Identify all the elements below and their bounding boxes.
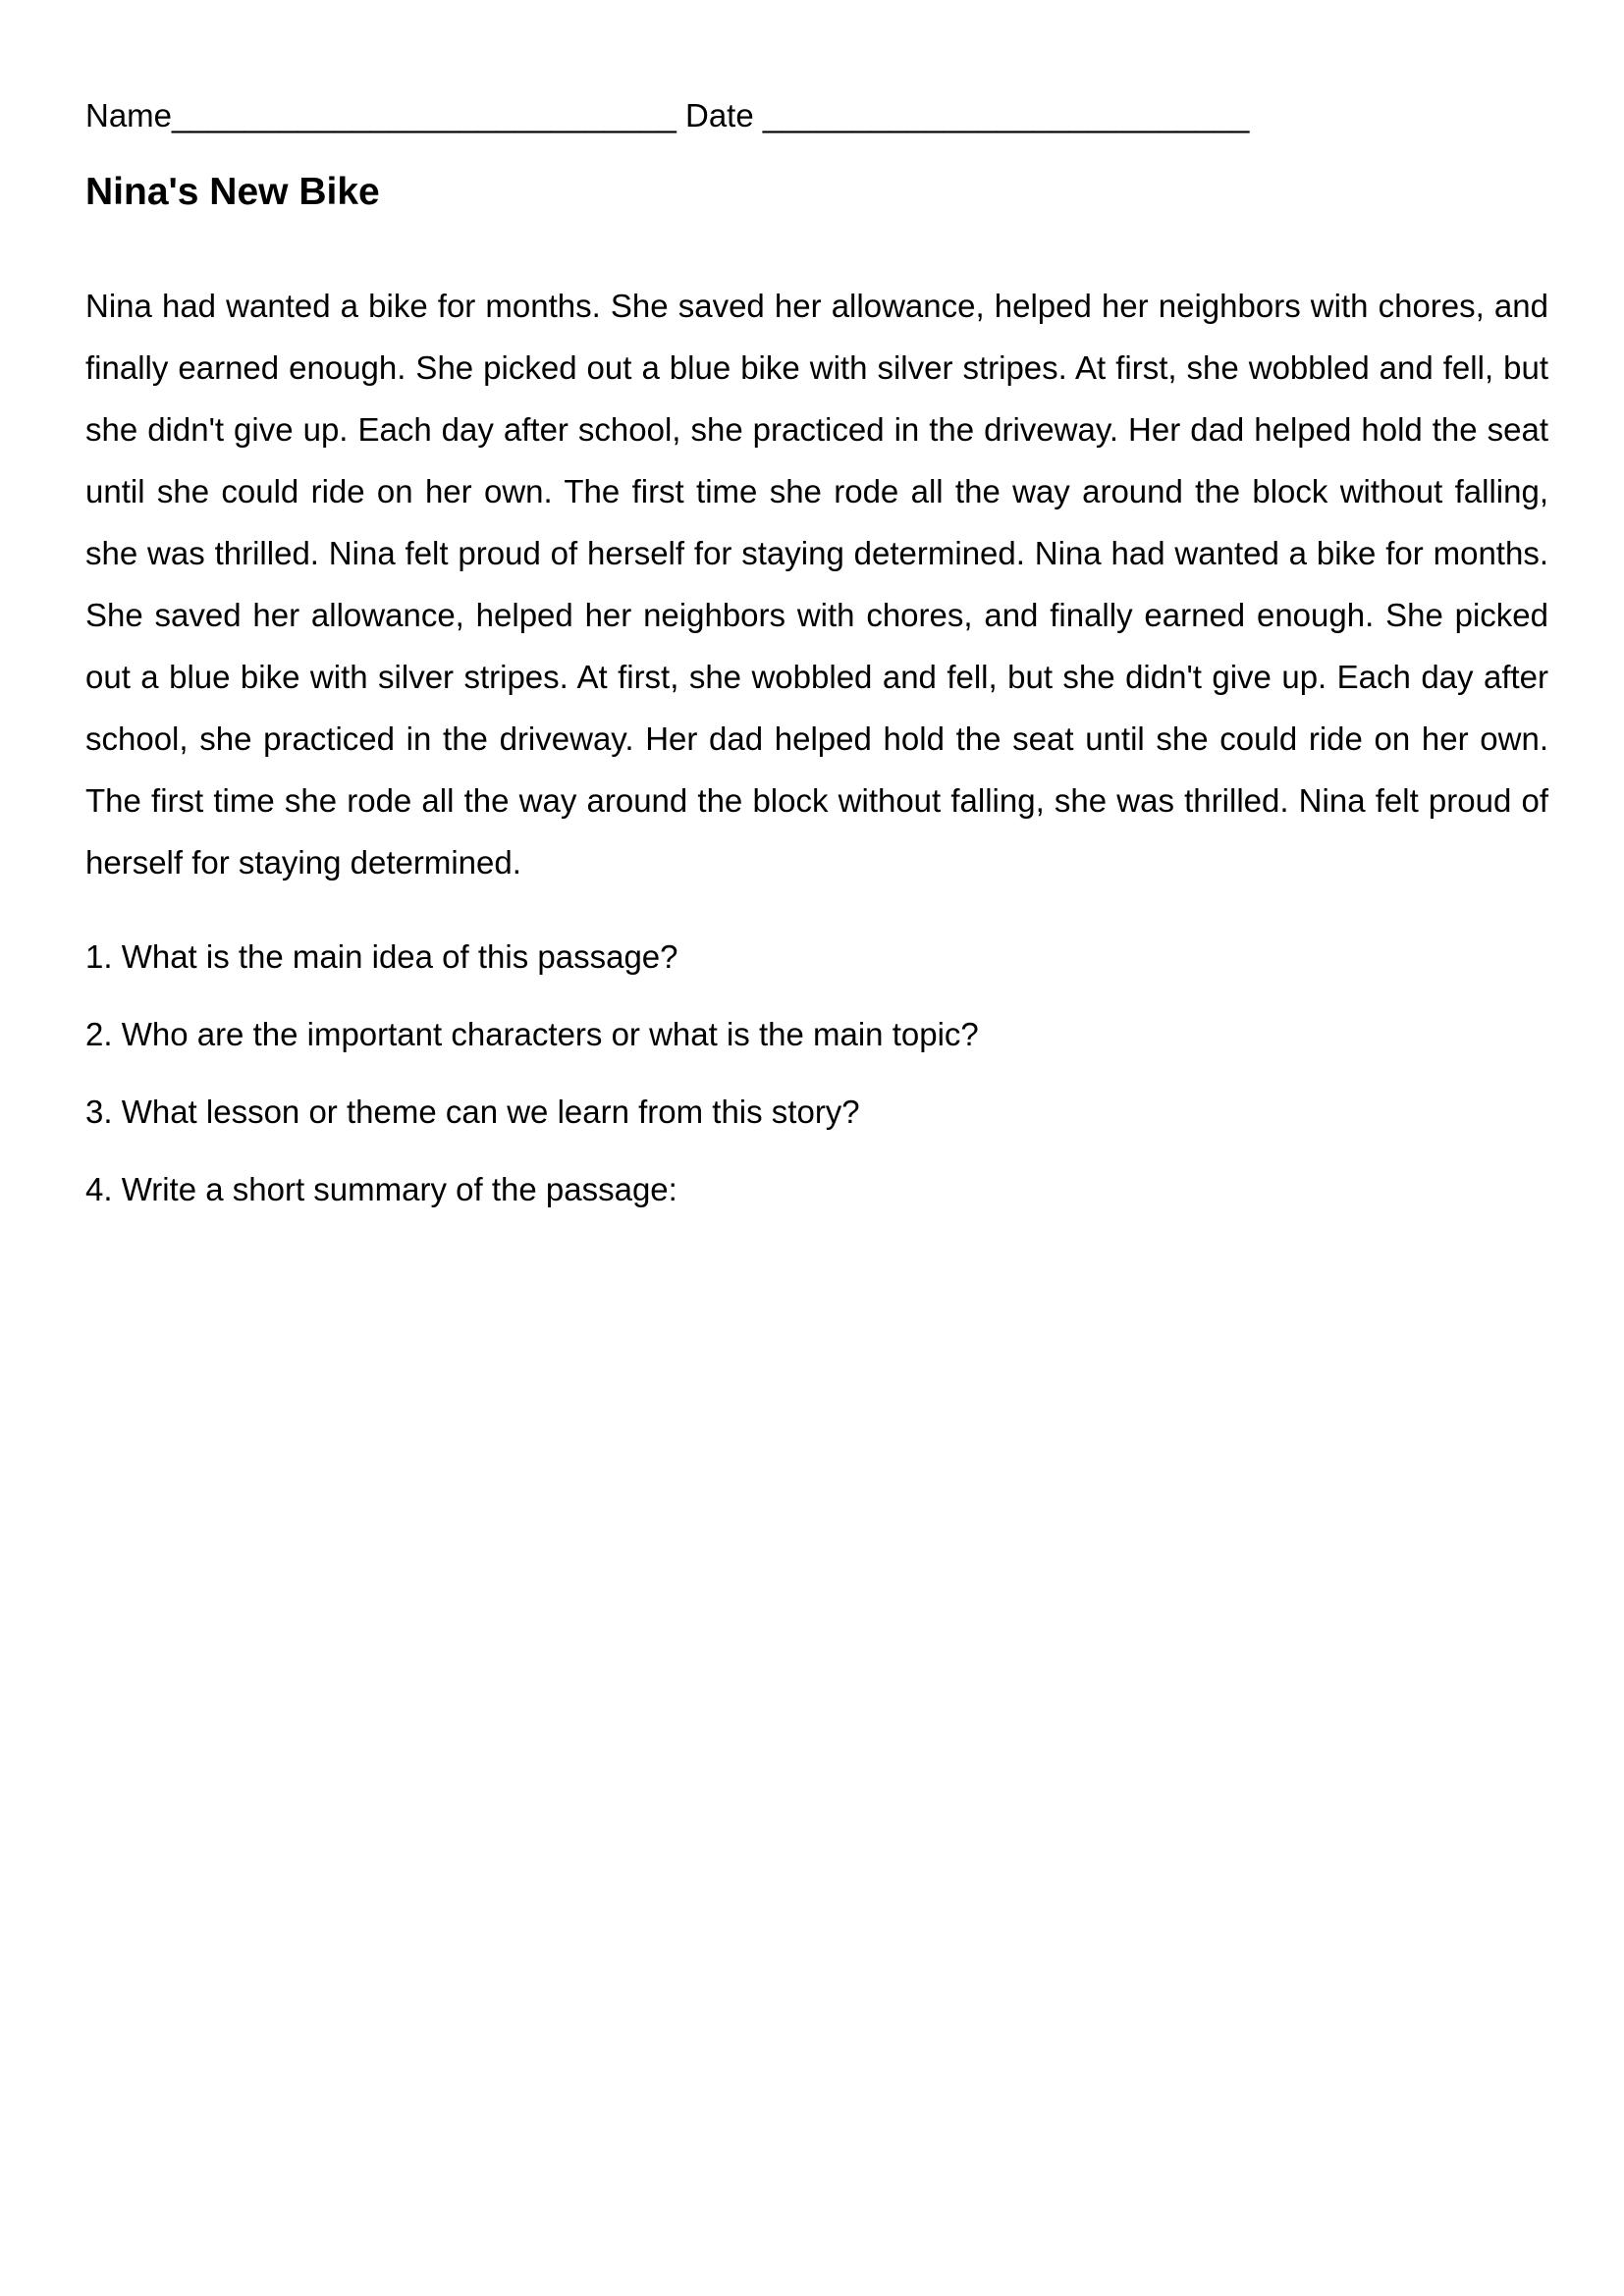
date-line: Date ___________________________: [685, 97, 1250, 133]
reading-passage: Nina had wanted a bike for months. She saved her allowance, helped her neighbors with chores, and finally earned enough. She picked out a blue bike with silver stripes. At first, she wobbled and fell, but she didn't give up. Each day after school, she practiced in the driveway. Her dad helped hold the seat until she could ride on her own. The first time she rode all the way around the block without falling, she was thrilled. Nina felt proud of herself for staying determined. Nina had wanted a bike for months. She saved her allowance, helped her neighbors with chores, and finally earned enough. She picked out a blue bike with silver stripes. At first, she wobbled and fell, but she didn't give up. Each day after school, she practiced in the driveway. Her dad helped hold the seat until she could ride on her own. The first time she rode all the way around the block without falling, she was thrilled. Nina felt proud of herself for staying determined.: [85, 288, 1548, 881]
name-line: Name____________________________: [85, 97, 677, 133]
page-title: Nina's New Bike: [85, 171, 380, 213]
question-3: 3. What lesson or theme can we learn from this story?: [85, 1094, 860, 1130]
question-1: 1. What is the main idea of this passage?: [85, 938, 678, 975]
question-4: 4. Write a short summary of the passage:: [85, 1171, 677, 1207]
question-2: 2. Who are the important characters or what is the main topic?: [85, 1016, 979, 1052]
student-info-line: [85, 91, 1548, 140]
question-list: [85, 933, 1548, 1243]
